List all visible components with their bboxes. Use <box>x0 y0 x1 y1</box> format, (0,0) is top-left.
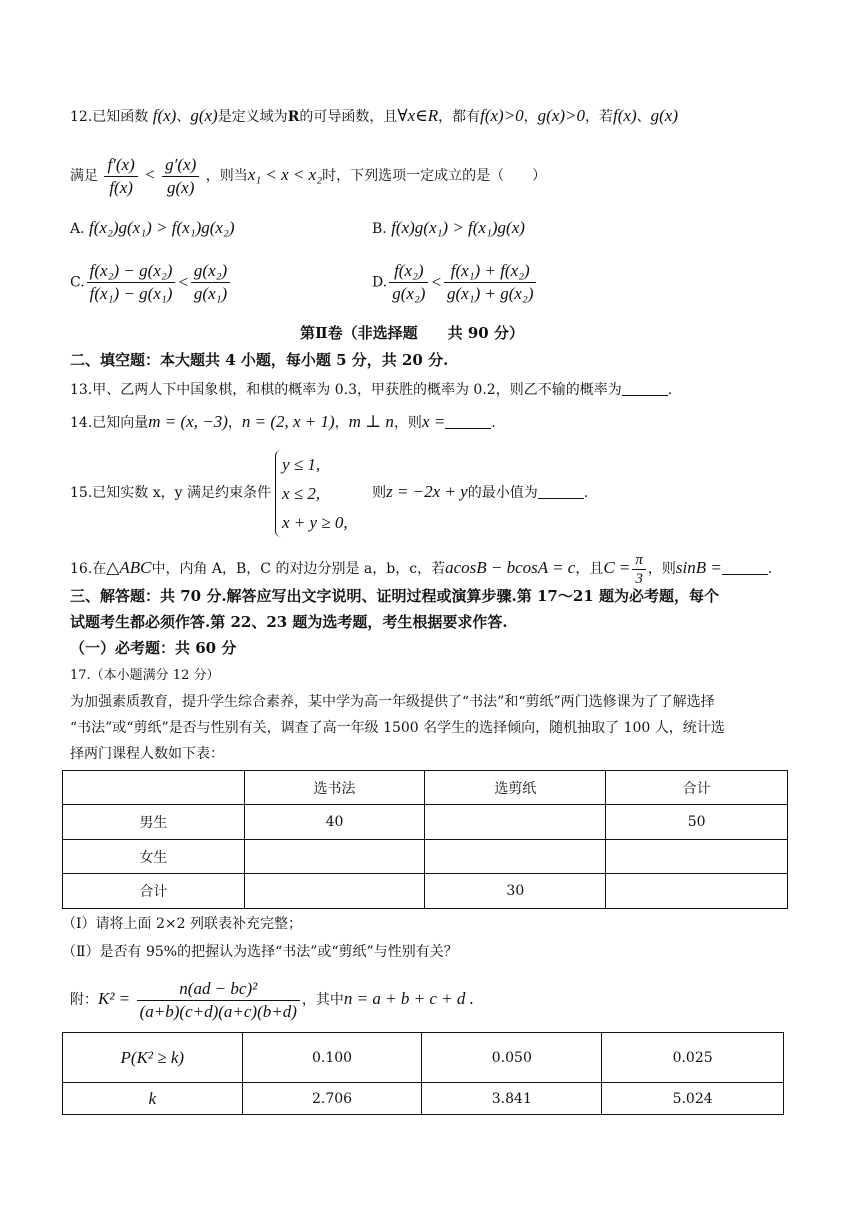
table-cell: k <box>63 1083 243 1115</box>
q17-part1: （Ⅰ）请将上面 2×2 列联表补充完整； <box>62 916 302 932</box>
section2-title: 二、填空题：本大题共 4 小题，每小题 5 分，共 20 分. <box>70 351 449 369</box>
q12-option-d: D. $\frac{\text{f(x₂)}}{\text{g(x₂)}}$ < $\frac{\text{f(x₁) + f(x₂)}}{\text{g(x₁) + g(x₂)}}$ <box>372 260 538 305</box>
table-cell: 0.050 <box>422 1033 602 1083</box>
q16: 16.在△ABC中，内角 A，B，C 的对边分别是 a，b，c，若acosB − bcosA = c，且C = $\frac{\pi}{3}$ ，则sinB = . <box>70 551 773 587</box>
math-f-positive: f(x)>0 <box>480 106 524 125</box>
set-r: R <box>287 109 300 125</box>
section3-line1: 三、解答题：共 70 分.解答应写出文字说明、证明过程或演算步骤.第 17～21 题为必考题，每个 <box>70 587 719 605</box>
table-cell: 30 <box>425 874 606 909</box>
table-cell: 40 <box>244 805 425 840</box>
math-fx: f(x) <box>613 106 637 125</box>
text: ，都有 <box>438 109 481 125</box>
contingency-table <box>62 770 788 909</box>
k-squared-fraction: $\frac{\text{n(ad − bc)²}}{(a+b)(c+d)(a+c)(b+d)}$ <box>137 978 300 1023</box>
separator: 、 <box>636 109 651 125</box>
less-than: < <box>144 165 156 184</box>
table-row <box>63 840 788 874</box>
answer-blank <box>722 560 768 575</box>
q14: 14.已知向量m = (x, −3)，n = (2, x + 1)，m ⊥ n，则x = . <box>70 412 496 431</box>
text: 满足 <box>70 168 98 184</box>
text: ，若 <box>585 109 614 125</box>
q15: 15.已知实数 x，y 满足约束条件 y ≤ 1, x ≤ 2, x + y ≥ 0, 则z = −2x + y的最小值为 . <box>70 447 588 538</box>
table-cell: P(K² ≥ k) <box>63 1033 243 1083</box>
q17-header: 17.（本小题满分 12 分） <box>70 668 220 683</box>
q12-line2 <box>70 150 546 201</box>
table-cell: 5.024 <box>602 1083 784 1115</box>
table-cell <box>244 874 425 909</box>
table-cell <box>606 840 788 874</box>
q17-para-1: 为加强素质教育，提升学生综合素养，某中学为高一年级提供了“书法”和“剪纸”两门选修课为了了解选择 <box>70 694 715 710</box>
table-cell: 2.706 <box>242 1083 422 1115</box>
answer-blank <box>538 484 584 499</box>
table-cell: 3.841 <box>422 1083 602 1115</box>
fraction-gprime-over-g: $\frac{g'(x)}{g(x)}$ <box>162 154 199 199</box>
answer-blank <box>445 414 491 429</box>
table-cell: 选书法 <box>244 771 425 805</box>
constraint-system: y ≤ 1, x ≤ 2, x + y ≥ 0, <box>275 450 348 537</box>
fraction-fprime-over-f: $\frac{f'(x)}{f(x)}$ <box>104 154 137 199</box>
section3-line2: 试题考生都必须作答.第 22、23 题为选考题，考生根据要求作答. <box>70 613 508 631</box>
table-cell: 男生 <box>63 805 245 840</box>
part2-title: 第Ⅱ卷（非选择题 共 90 分） <box>300 324 524 342</box>
q12-line1 <box>70 106 678 127</box>
answer-blank <box>622 381 668 396</box>
separator: ， <box>523 109 538 125</box>
table-row <box>63 805 788 840</box>
math-gx: g(x) <box>190 106 218 125</box>
q13: 13.甲、乙两人下中国象棋，和棋的概率为 0.3，甲获胜的概率为 0.2，则乙不输的概率为 . <box>70 382 673 398</box>
math-gx: g(x) <box>650 106 678 125</box>
text: 的可导函数，且 <box>299 109 398 125</box>
separator: 、 <box>176 109 191 125</box>
table-cell: 女生 <box>63 840 245 874</box>
table-row <box>63 1033 784 1083</box>
table-header-row <box>63 771 788 805</box>
math-fx: f(x) <box>152 106 177 125</box>
table-cell <box>63 771 245 805</box>
table-cell: 合计 <box>63 874 245 909</box>
math-condition: x₁ < x < x₂ <box>247 165 323 184</box>
q17-para-2: “书法”或“剪纸”是否与性别有关，调查了高一年级 1500 名学生的选择倾向，随机抽取了 100 人，统计选 <box>70 720 725 736</box>
table-cell <box>244 840 425 874</box>
table-cell <box>425 840 606 874</box>
table-row <box>63 874 788 909</box>
text: ，则当 <box>205 168 248 184</box>
table-cell: 0.100 <box>242 1033 422 1083</box>
math-g-positive: g(x)>0 <box>537 106 586 125</box>
table-cell: 50 <box>606 805 788 840</box>
table-row <box>63 1083 784 1115</box>
q17-para-3: 择两门课程人数如下表： <box>70 746 224 762</box>
table-cell: 选剪纸 <box>425 771 606 805</box>
q12-option-b: B. f(x)g(x₁) > f(x₁)g(x) <box>372 218 525 237</box>
q12-option-a: A. f(x₂)g(x₁) > f(x₁)g(x₂) <box>70 218 235 237</box>
text: 是定义域为 <box>217 109 288 125</box>
formula-line: 附：K² = $\frac{\text{n(ad − bc)²}}{(a+b)(c+d)(a+c)(b+d)}$ ，其中n = a + b + c + d . <box>70 978 474 1021</box>
table-cell <box>606 874 788 909</box>
table-cell: 合计 <box>606 771 788 805</box>
critical-value-table <box>62 1032 784 1115</box>
q12-option-c: C. $\frac{\text{f(x₂) − g(x₂)}}{\text{f(x₁) − g(x₁)}}$ < $\frac{\text{g(x₂)}}{\text{g(x₁)}}$ <box>70 260 232 305</box>
table-cell <box>425 805 606 840</box>
section3-sub: （一）必考题：共 60 分 <box>70 639 237 657</box>
q17-part2: （Ⅱ）是否有 95%的把握认为选择“书法”或“剪纸”与性别有关？ <box>62 944 458 960</box>
table-cell: 0.025 <box>602 1033 784 1083</box>
q12-stem: 12.已知函数 <box>70 109 149 125</box>
text: 时，下列选项一定成立的是（ ） <box>322 168 547 184</box>
math-forall: ∀x∈R <box>397 106 439 125</box>
